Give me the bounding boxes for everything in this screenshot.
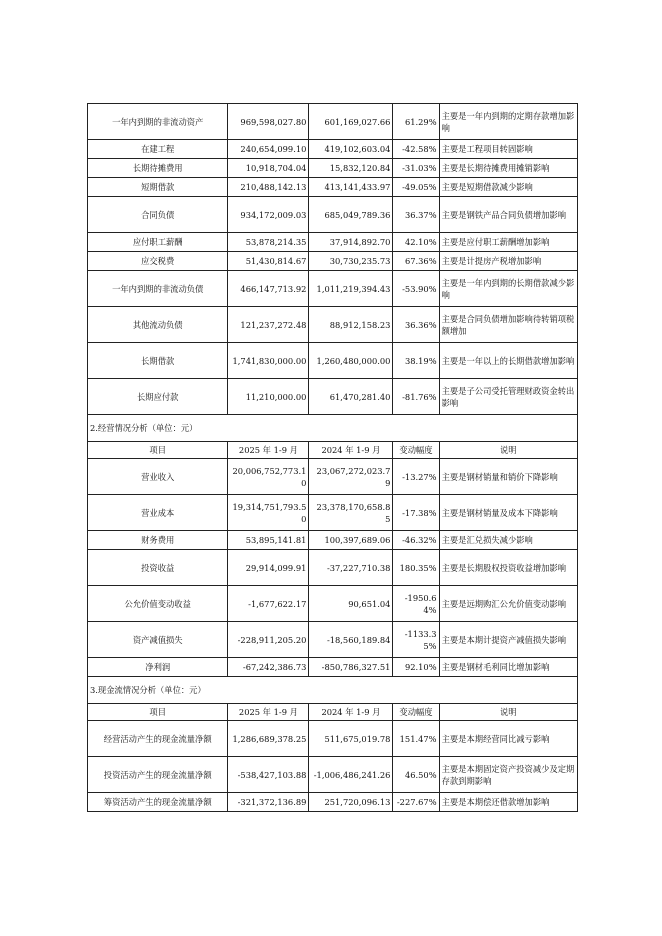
- row-current: 53,878,214.35: [228, 233, 309, 252]
- row-previous: -850,786,327.51: [309, 658, 393, 677]
- row-current: 53,895,141.81: [228, 531, 309, 550]
- row-change: 67.36%: [393, 252, 439, 271]
- row-note: 主要是合同负债增加影响待转销项税额增加: [439, 307, 577, 343]
- row-item: 公允价值变动收益: [88, 586, 228, 622]
- row-item: 营业收入: [88, 459, 228, 495]
- row-current: 969,598,027.80: [228, 104, 309, 140]
- row-item: 投资收益: [88, 550, 228, 586]
- row-current: -228,911,205.20: [228, 622, 309, 658]
- row-previous: 15,832,120.84: [309, 159, 393, 178]
- row-current: 19,314,751,793.50: [228, 495, 309, 531]
- row-item: 营业成本: [88, 495, 228, 531]
- financial-analysis-table: [87, 103, 578, 812]
- row-note: 主要是长期待摊费用摊销影响: [439, 159, 577, 178]
- row-current: 20,006,752,773.10: [228, 459, 309, 495]
- row-note: 主要是应付职工薪酬增加影响: [439, 233, 577, 252]
- row-note: 主要是短期借款减少影响: [439, 178, 577, 197]
- table-row: [88, 531, 578, 550]
- row-item: 净利润: [88, 658, 228, 677]
- row-current: 10,918,704.04: [228, 159, 309, 178]
- table-row: [88, 495, 578, 531]
- header-previous: 2024 年 1-9 月: [309, 442, 393, 459]
- row-note: 主要是钢材毛利同比增加影响: [439, 658, 577, 677]
- row-note: 主要是本期经营同比减亏影响: [439, 721, 577, 757]
- row-item: 应付职工薪酬: [88, 233, 228, 252]
- table-row: [88, 586, 578, 622]
- header-note: 说明: [439, 442, 577, 459]
- table-row: [88, 379, 578, 415]
- row-previous: 90,651.04: [309, 586, 393, 622]
- row-previous: -18,560,189.84: [309, 622, 393, 658]
- row-item: 投资活动产生的现金流量净额: [88, 757, 228, 793]
- table-row: [88, 252, 578, 271]
- row-note: 主要是远期购汇公允价值变动影响: [439, 586, 577, 622]
- report-page: [87, 103, 578, 812]
- row-change: 46.50%: [393, 757, 439, 793]
- row-current: -538,427,103.88: [228, 757, 309, 793]
- row-current: 1,286,689,378.25: [228, 721, 309, 757]
- row-previous: 30,730,235.73: [309, 252, 393, 271]
- header-current: 2025 年 1-9 月: [228, 442, 309, 459]
- table-row: [88, 140, 578, 159]
- row-change: -81.76%: [393, 379, 439, 415]
- row-current: 1,741,830,000.00: [228, 343, 309, 379]
- row-current: 11,210,000.00: [228, 379, 309, 415]
- row-previous: 685,049,789.36: [309, 197, 393, 233]
- header-current: 2025 年 1-9 月: [228, 704, 309, 721]
- row-note: 主要是一年内到期的定期存款增加影响: [439, 104, 577, 140]
- row-change: -42.58%: [393, 140, 439, 159]
- row-current: 29,914,099.91: [228, 550, 309, 586]
- row-current: -67,242,386.73: [228, 658, 309, 677]
- row-note: 主要是本期偿还借款增加影响: [439, 793, 577, 812]
- row-note: 主要是工程项目转固影响: [439, 140, 577, 159]
- row-previous: 511,675,019.78: [309, 721, 393, 757]
- row-previous: 419,102,603.04: [309, 140, 393, 159]
- row-previous: -1,006,486,241.26: [309, 757, 393, 793]
- table-row: [88, 721, 578, 757]
- table-row: [88, 233, 578, 252]
- row-item: 经营活动产生的现金流量净额: [88, 721, 228, 757]
- row-change: 151.47%: [393, 721, 439, 757]
- row-note: 主要是本期计提资产减值损失影响: [439, 622, 577, 658]
- row-current: 121,237,272.48: [228, 307, 309, 343]
- row-current: 51,430,814.67: [228, 252, 309, 271]
- table-row: [88, 271, 578, 307]
- table-row: [88, 757, 578, 793]
- table-row: [88, 307, 578, 343]
- row-item: 其他流动负债: [88, 307, 228, 343]
- row-note: 主要是钢材销量及成本下降影响: [439, 495, 577, 531]
- row-item: 资产减值损失: [88, 622, 228, 658]
- header-item: 项目: [88, 442, 228, 459]
- row-note: 主要是本期固定资产投资减少及定期存款到期影响: [439, 757, 577, 793]
- row-change: 180.35%: [393, 550, 439, 586]
- table-row: [88, 793, 578, 812]
- row-change: -13.27%: [393, 459, 439, 495]
- row-previous: 413,141,433.97: [309, 178, 393, 197]
- row-note: 主要是计提房产税增加影响: [439, 252, 577, 271]
- section-heading-row: [88, 415, 578, 442]
- row-change: 61.29%: [393, 104, 439, 140]
- row-previous: 100,397,689.06: [309, 531, 393, 550]
- table-row: [88, 550, 578, 586]
- section-heading-row: [88, 677, 578, 704]
- header-note: 说明: [439, 704, 577, 721]
- row-change: 38.19%: [393, 343, 439, 379]
- row-item: 长期借款: [88, 343, 228, 379]
- table-row: [88, 104, 578, 140]
- row-change: -227.67%: [393, 793, 439, 812]
- row-item: 应交税费: [88, 252, 228, 271]
- row-item: 一年内到期的非流动负债: [88, 271, 228, 307]
- header-change: 变动幅度: [393, 442, 439, 459]
- row-change: -31.03%: [393, 159, 439, 178]
- row-previous: 601,169,027.66: [309, 104, 393, 140]
- table-header-row: [88, 442, 578, 459]
- row-item: 短期借款: [88, 178, 228, 197]
- row-note: 主要是一年以上的长期借款增加影响: [439, 343, 577, 379]
- row-previous: 23,378,170,658.85: [309, 495, 393, 531]
- table-row: [88, 159, 578, 178]
- row-item: 一年内到期的非流动资产: [88, 104, 228, 140]
- row-previous: 61,470,281.40: [309, 379, 393, 415]
- table-row: [88, 459, 578, 495]
- row-change: -46.32%: [393, 531, 439, 550]
- row-current: 240,654,099.10: [228, 140, 309, 159]
- row-change: 36.37%: [393, 197, 439, 233]
- row-item: 长期待摊费用: [88, 159, 228, 178]
- row-change: 92.10%: [393, 658, 439, 677]
- row-note: 主要是子公司受托管理财政资金转出影响: [439, 379, 577, 415]
- header-item: 项目: [88, 704, 228, 721]
- row-change: -1133.35%: [393, 622, 439, 658]
- table-row: [88, 658, 578, 677]
- row-item: 长期应付款: [88, 379, 228, 415]
- row-current: 210,488,142.13: [228, 178, 309, 197]
- row-current: -321,372,136.89: [228, 793, 309, 812]
- row-note: 主要是一年内到期的长期借款减少影响: [439, 271, 577, 307]
- table-row: [88, 197, 578, 233]
- section-title-cashflow: 3.现金流情况分析（单位：元）: [88, 677, 578, 704]
- section-title-operations: 2.经营情况分析（单位：元）: [88, 415, 578, 442]
- row-note: 主要是钢铁产品合同负债增加影响: [439, 197, 577, 233]
- row-previous: 1,260,480,000.00: [309, 343, 393, 379]
- row-current: 466,147,713.92: [228, 271, 309, 307]
- row-item: 在建工程: [88, 140, 228, 159]
- row-item: 财务费用: [88, 531, 228, 550]
- row-previous: 251,720,096.13: [309, 793, 393, 812]
- row-previous: -37,227,710.38: [309, 550, 393, 586]
- row-previous: 37,914,892.70: [309, 233, 393, 252]
- header-previous: 2024 年 1-9 月: [309, 704, 393, 721]
- row-change: -49.05%: [393, 178, 439, 197]
- table-row: [88, 622, 578, 658]
- row-note: 主要是汇兑损失减少影响: [439, 531, 577, 550]
- row-current: -1,677,622.17: [228, 586, 309, 622]
- row-item: 合同负债: [88, 197, 228, 233]
- row-change: -1950.64%: [393, 586, 439, 622]
- row-note: 主要是钢材销量和销价下降影响: [439, 459, 577, 495]
- header-change: 变动幅度: [393, 704, 439, 721]
- row-previous: 23,067,272,023.79: [309, 459, 393, 495]
- row-current: 934,172,009.03: [228, 197, 309, 233]
- row-previous: 1,011,219,394.43: [309, 271, 393, 307]
- table-header-row: [88, 704, 578, 721]
- table-row: [88, 178, 578, 197]
- table-row: [88, 343, 578, 379]
- row-previous: 88,912,158.23: [309, 307, 393, 343]
- row-change: 42.10%: [393, 233, 439, 252]
- row-change: -53.90%: [393, 271, 439, 307]
- row-change: 36.36%: [393, 307, 439, 343]
- row-change: -17.38%: [393, 495, 439, 531]
- row-note: 主要是长期股权投资收益增加影响: [439, 550, 577, 586]
- row-item: 筹资活动产生的现金流量净额: [88, 793, 228, 812]
